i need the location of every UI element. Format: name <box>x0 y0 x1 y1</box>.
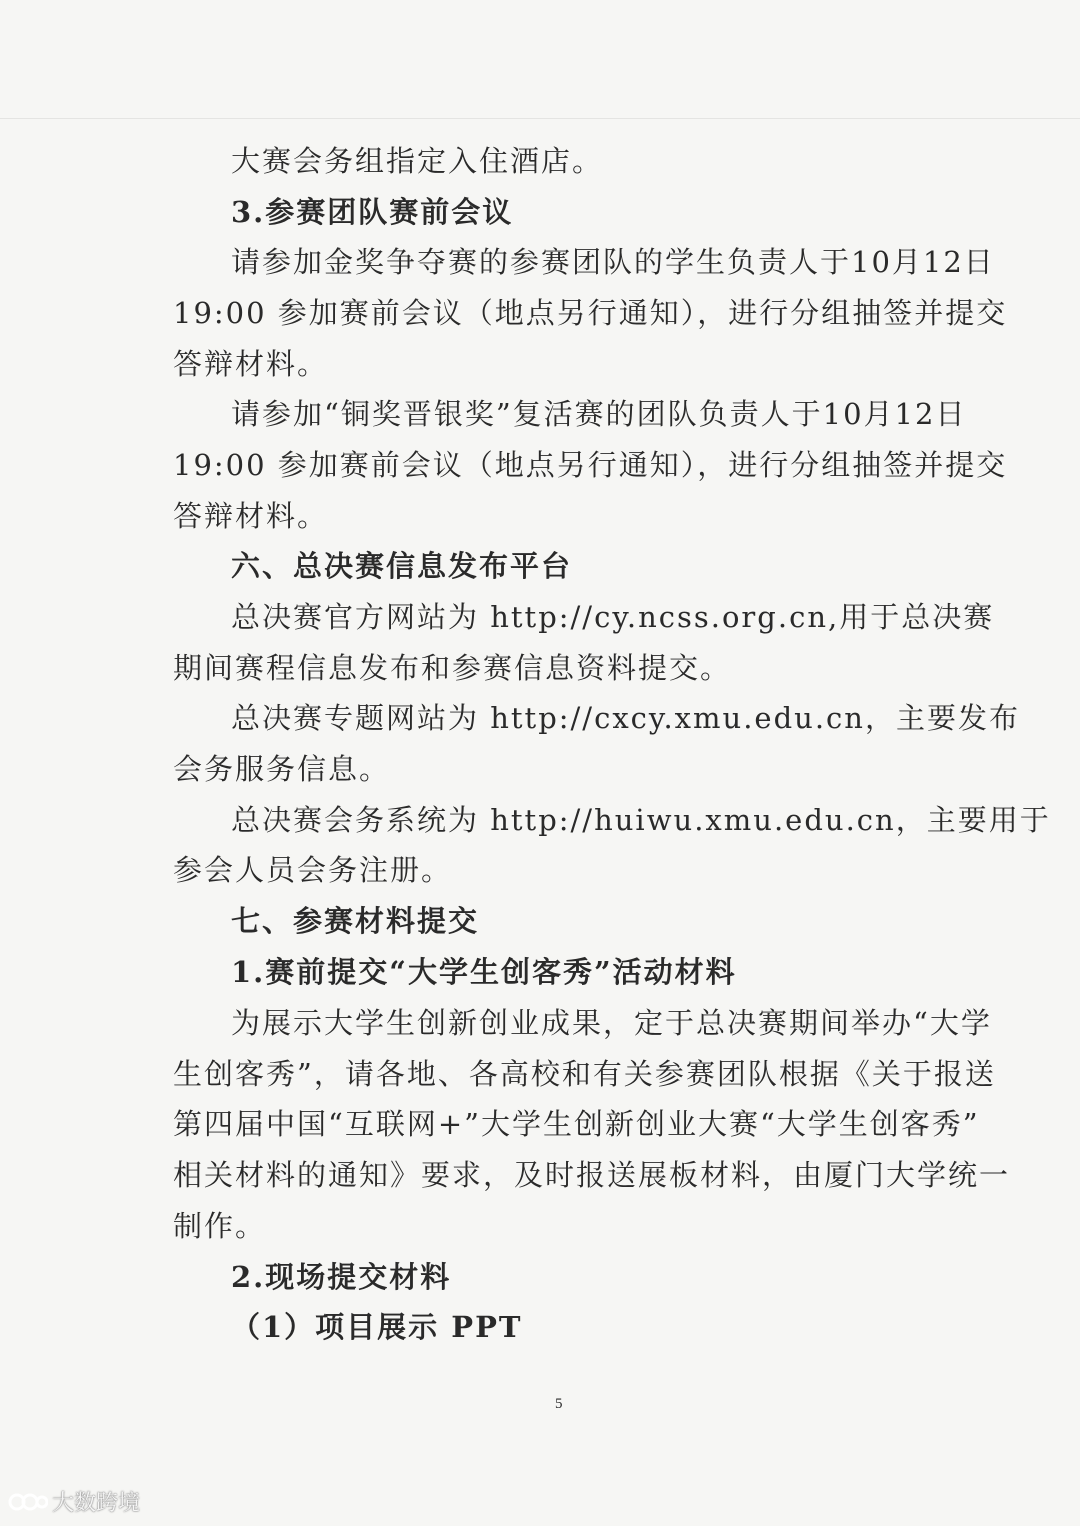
body-text-line: 会务服务信息。 <box>173 752 391 786</box>
section-heading: 六、总决赛信息发布平台 <box>231 549 573 583</box>
body-text-line: 生创客秀”，请各地、各高校和有关参赛团队根据《关于报送 <box>173 1057 996 1091</box>
body-text-line: 总决赛会务系统为 http://huiwu.xmu.edu.cn，主要用于 <box>231 803 1051 837</box>
section-heading: 七、参赛材料提交 <box>231 904 480 938</box>
section-heading: 2.现场提交材料 <box>231 1260 452 1294</box>
body-text-line: 制作。 <box>173 1209 267 1243</box>
body-text-line: 总决赛官方网站为 http://cy.ncss.org.cn,用于总决赛 <box>231 600 995 634</box>
body-text-line: 19:00 参加赛前会议（地点另行通知），进行分组抽签并提交 <box>173 296 1008 330</box>
body-text-line: 大赛会务组指定入住酒店。 <box>231 144 604 178</box>
section-heading: 3.参赛团队赛前会议 <box>231 195 514 229</box>
body-text-line: 请参加“铜奖晋银奖”复活赛的团队负责人于10月12日 <box>231 397 967 431</box>
body-text-line: 参会人员会务注册。 <box>173 853 453 887</box>
scan-edge-line <box>0 118 1080 119</box>
body-text-line: 请参加金奖争夺赛的参赛团队的学生负责人于10月12日 <box>231 245 995 279</box>
body-text-line: 为展示大学生创新创业成果，定于总决赛期间举办“大学 <box>231 1006 992 1040</box>
watermark-logo-icon <box>8 1490 48 1514</box>
body-text-line: 答辩材料。 <box>173 499 329 533</box>
body-text-line: 期间赛程信息发布和参赛信息资料提交。 <box>173 651 732 685</box>
page-number: 5 <box>555 1396 563 1412</box>
watermark <box>8 1486 140 1517</box>
body-text-line: 相关材料的通知》要求，及时报送展板材料，由厦门大学统一 <box>173 1158 1011 1192</box>
body-text-line: 19:00 参加赛前会议（地点另行通知），进行分组抽签并提交 <box>173 448 1008 482</box>
section-heading: 1.赛前提交“大学生创客秀”活动材料 <box>231 955 737 989</box>
body-text-line: 总决赛专题网站为 http://cxcy.xmu.edu.cn，主要发布 <box>231 701 1020 735</box>
body-text-line: 第四届中国“互联网+”大学生创新创业大赛“大学生创客秀” <box>173 1107 980 1141</box>
section-heading: （1）项目展示 PPT <box>231 1310 523 1344</box>
body-text-line: 答辩材料。 <box>173 347 329 381</box>
watermark-text: 大数跨境 <box>52 1491 141 1516</box>
